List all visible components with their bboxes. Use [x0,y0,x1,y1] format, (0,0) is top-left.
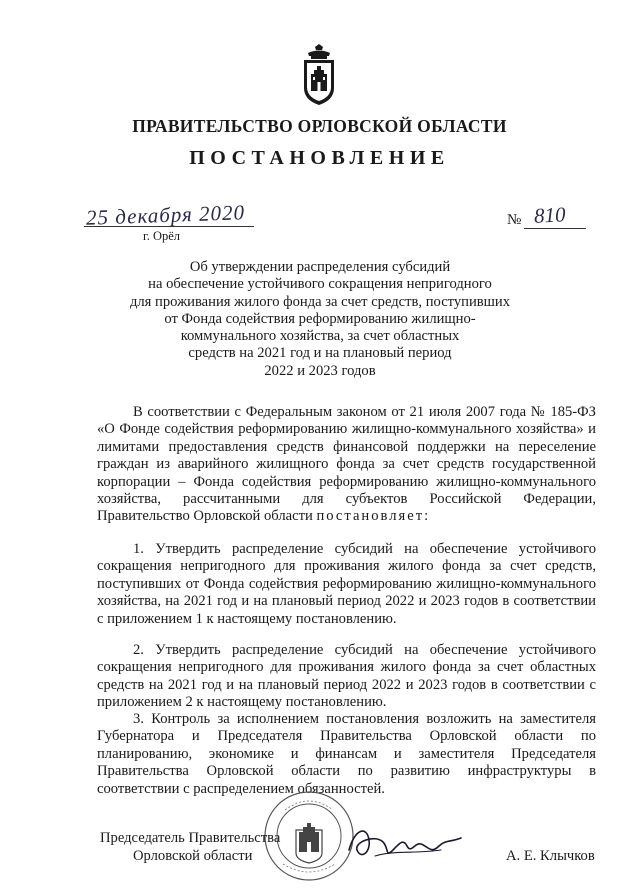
date-underline [84,226,254,227]
number-underline [524,228,586,229]
subject-line: коммунального хозяйства, за счет областных [180,328,460,345]
handwritten-signature [345,820,465,866]
subject-line: Об утверждении распределения субсидий [189,259,451,275]
signatory-title: Председатель Правительства [100,830,281,846]
subject-line: 2022 и 2023 годов [264,362,376,379]
decree-item-3: 3. Контроль за исполнением постановления возложить на заместителя Губернатора и Председателя Правительства Орловской области по планированию, экономике и финансам и заместителя Председателя Правительства Орловской области по развитию инфраструктуры в соответствии с распределением обязанностей. [97,711,596,797]
number-label: № [507,212,522,228]
preamble-paragraph [97,404,596,526]
decree-item-1: 1. Утвердить распределение субсидий на обеспечение устойчивого сокращения непригодного для проживания жилого фонда за счет средств, поступивших от Фонда содействия реформированию жилищно-коммунального хозяйства, на 2021 год и на плановый период 2022 и 2023 годов в соответствии с приложением 1 к настоящему постановлению. [97,541,596,627]
city-label: г. Орёл [143,229,181,243]
handwritten-date: 25 декабря 2020 [85,200,246,230]
subject-line: средств на 2021 год и на плановый период [188,345,452,362]
subject-line: для проживания жилого фонда за счет средств, поступивших [129,293,511,310]
subject-line: на обеспечение устойчивого сокращения непригодного [148,276,492,293]
document-type-heading: ПОСТАНОВЛЕНИЕ [189,147,450,169]
handwritten-document-number: 810 [533,202,567,228]
signatory-name: А. Е. Клычков [506,848,595,864]
coat-of-arms-emblem [302,44,336,106]
decree-word: постановляет: [316,508,431,525]
government-title: ПРАВИТЕЛЬСТВО ОРЛОВСКОЙ ОБЛАСТИ [132,116,507,136]
subject-heading [120,259,520,380]
subject-line: от Фонда содействия реформированию жилищно- [164,310,476,327]
preamble-text: В соответствии с Федеральным законом от 21 июля 2007 года № 185-ФЗ «О Фонде содействия реформированию жилищно-коммунального хозяйства» и лимитами предоставления средств финансовой поддержки на переселение граждан из аварийного жилищного фонда за счет средств государственной корпорации – Фонда содействия реформированию жилищно-коммунального хозяйства, рассчитанными для субъектов Российской Федерации, Правительство Орловской области [97,404,596,525]
signatory-region: Орловской области [133,848,253,864]
decree-item-2: 2. Утвердить распределение субсидий на обеспечение устойчивого сокращения непригодного для проживания жилого фонда за счет областных средств на 2021 год и на плановый период 2022 и 2023 годов в соответствии с приложением 2 к настоящему постановлению. [97,642,596,711]
